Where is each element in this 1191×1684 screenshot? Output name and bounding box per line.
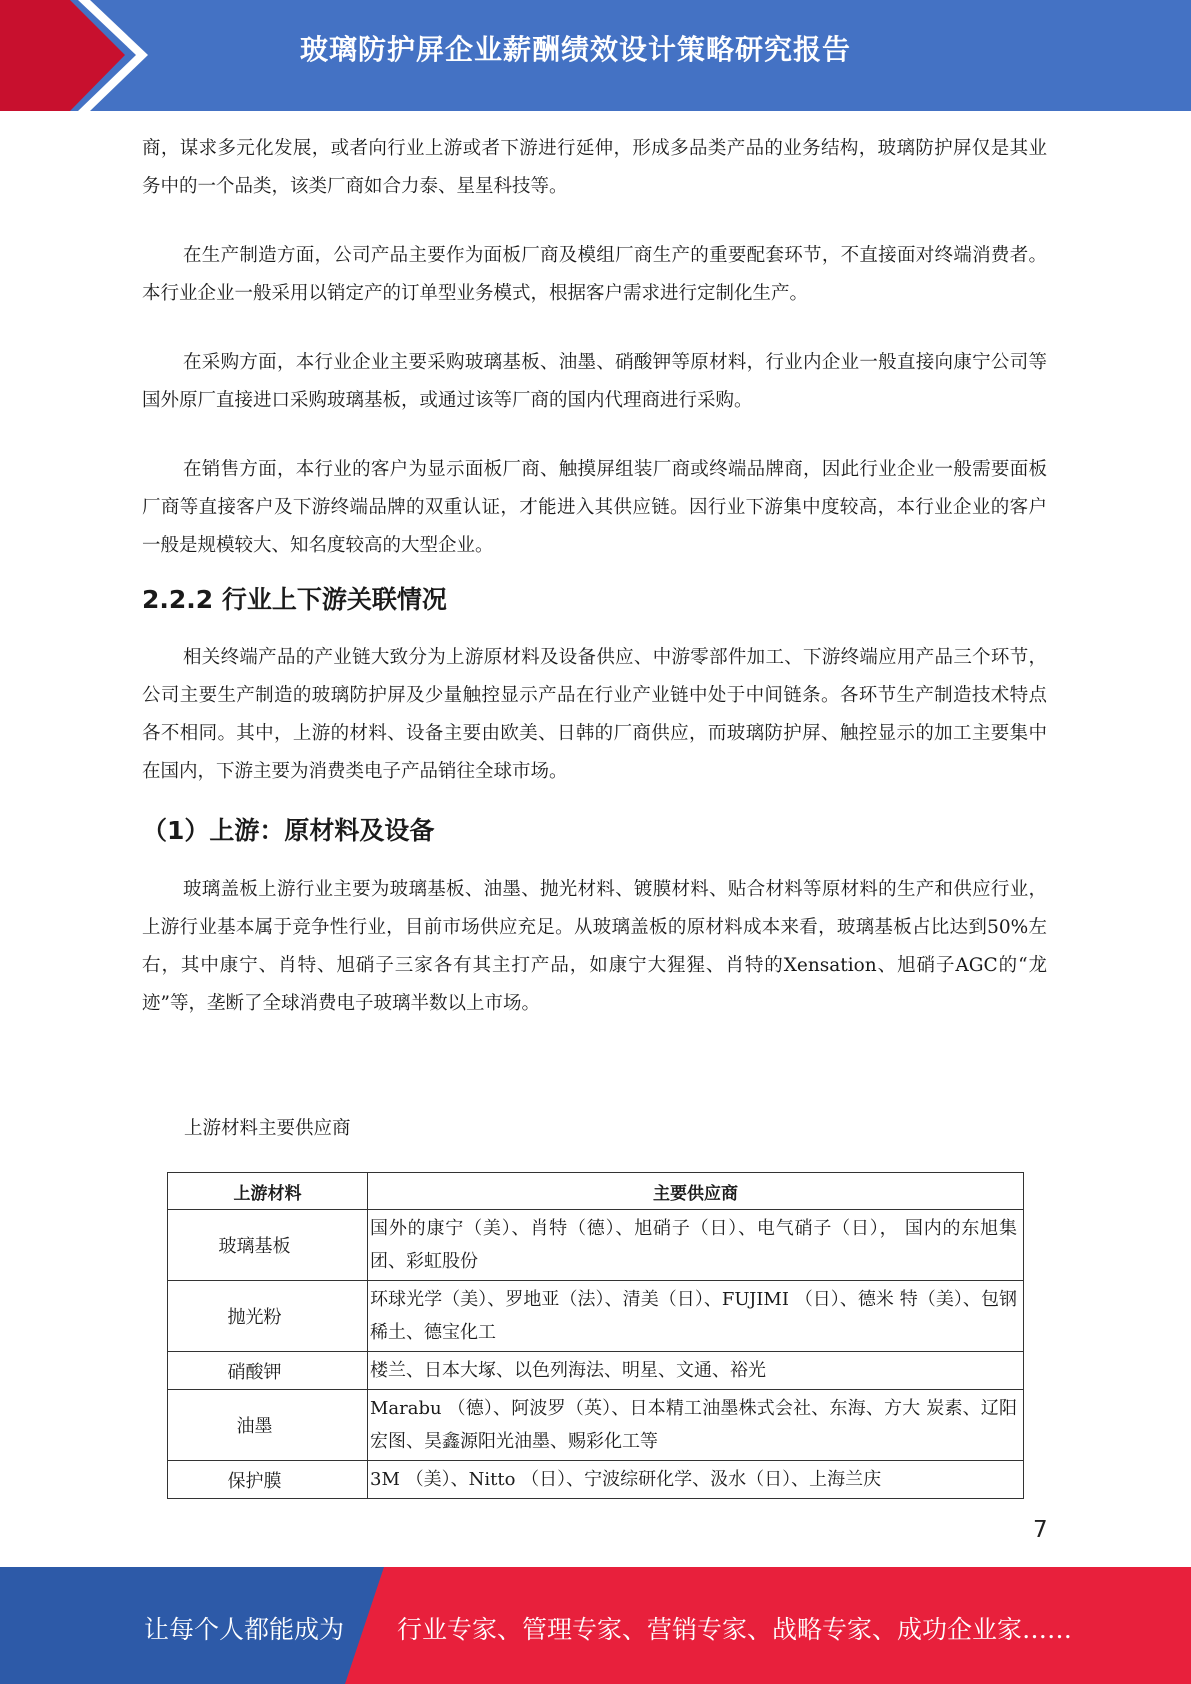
table-row: [168, 1210, 1024, 1281]
paragraph-upstream: 玻璃盖板上游行业主要为玻璃基板、油墨、抛光材料、镀膜材料、贴合材料等原材料的生产和供应行业，上游行业基本属于竞争性行业，目前市场供应充足。从玻璃盖板的原材料成本来看，玻璃基板占比达到50%左右，其中康宁、肖特、旭硝子三家各有其主打产品，如康宁大猩猩、肖特的Xensation、旭硝子AGC的“龙迹”等，垄断了全球消费电子玻璃半数以上市场。: [142, 879, 1047, 1014]
footer-slogan-left: 让每个人都能成为: [144, 1615, 345, 1644]
paragraph-sales: 在销售方面，本行业的客户为显示面板厂商、触摸屏组装厂商或终端品牌商，因此行业企业一般需要面板厂商等直接客户及下游终端品牌的双重认证，才能进入其供应链。因行业下游集中度较高，本行业企业的客户一般是规模较大、知名度较高的大型企业。: [142, 459, 1047, 556]
supplier-cell: 3M （美）、Nitto （日）、宁波综研化学、汲水（日）、上海兰庆: [368, 1461, 1024, 1499]
document-body: [142, 130, 1047, 1023]
table-header-suppliers: 主要供应商: [368, 1173, 1024, 1210]
table-row: [168, 1390, 1024, 1461]
table-row: [168, 1281, 1024, 1352]
table-caption: 上游材料主要供应商: [184, 1118, 351, 1139]
material-cell: 玻璃基板: [168, 1210, 368, 1281]
table-row: [168, 1352, 1024, 1390]
supplier-cell: Marabu （德）、阿波罗（英）、日本精工油墨株式会社、东海、方大 炭素、辽阳宏图、昊鑫源阳光油墨、赐彩化工等: [368, 1390, 1024, 1461]
page-footer: [0, 1567, 1191, 1684]
material-cell: 油墨: [168, 1390, 368, 1461]
paragraph-procurement: 在采购方面，本行业企业主要采购玻璃基板、油墨、硝酸钾等原材料，行业内企业一般直接向康宁公司等国外原厂直接进口采购玻璃基板，或通过该等厂商的国内代理商进行采购。: [142, 352, 1047, 411]
header-chevron-decoration: [0, 0, 160, 111]
table-header-material: 上游材料: [168, 1173, 368, 1210]
page-number: 7: [1033, 1517, 1048, 1543]
table-row: [168, 1461, 1024, 1499]
section-heading-2-2-2: 2.2.2 行业上下游关联情况: [142, 585, 447, 614]
supplier-cell: 国外的康宁（美）、肖特（德）、旭硝子（日）、电气硝子（日）， 国内的东旭集团、彩虹股份: [368, 1210, 1024, 1281]
material-cell: 硝酸钾: [168, 1352, 368, 1390]
table-header-row: [168, 1173, 1024, 1210]
supplier-cell: 楼兰、日本大塚、以色列海法、明星、文通、裕光: [368, 1352, 1024, 1390]
paragraph-industry-chain: 相关终端产品的产业链大致分为上游原材料及设备供应、中游零部件加工、下游终端应用产品三个环节，公司主要生产制造的玻璃防护屏及少量触控显示产品在行业产业链中处于中间链条。各环节生产制造技术特点各不相同。其中，上游的材料、设备主要由欧美、日韩的厂商供应，而玻璃防护屏、触控显示的加工主要集中在国内，下游主要为消费类电子产品销往全球市场。: [142, 647, 1047, 782]
report-title: 玻璃防护屏企业薪酬绩效设计策略研究报告: [300, 33, 852, 66]
paragraph-business-structure: 商，谋求多元化发展，或者向行业上游或者下游进行延伸，形成多品类产品的业务结构，玻璃防护屏仅是其业务中的一个品类，该类厂商如合力泰、星星科技等。: [142, 138, 1047, 197]
material-cell: 保护膜: [168, 1461, 368, 1499]
subsection-heading-upstream: （1）上游：原材料及设备: [142, 816, 435, 845]
page-header: [0, 0, 1191, 111]
material-cell: 抛光粉: [168, 1281, 368, 1352]
supplier-table: [167, 1172, 1024, 1499]
paragraph-production: 在生产制造方面，公司产品主要作为面板厂商及模组厂商生产的重要配套环节，不直接面对终端消费者。本行业企业一般采用以销定产的订单型业务模式，根据客户需求进行定制化生产。: [142, 245, 1047, 304]
supplier-cell: 环球光学（美）、罗地亚（法）、清美（日）、FUJIMI （日）、德米 特（美）、包钢稀土、德宝化工: [368, 1281, 1024, 1352]
footer-slogan-right: 行业专家、管理专家、营销专家、战略专家、成功企业家……: [397, 1615, 1073, 1644]
